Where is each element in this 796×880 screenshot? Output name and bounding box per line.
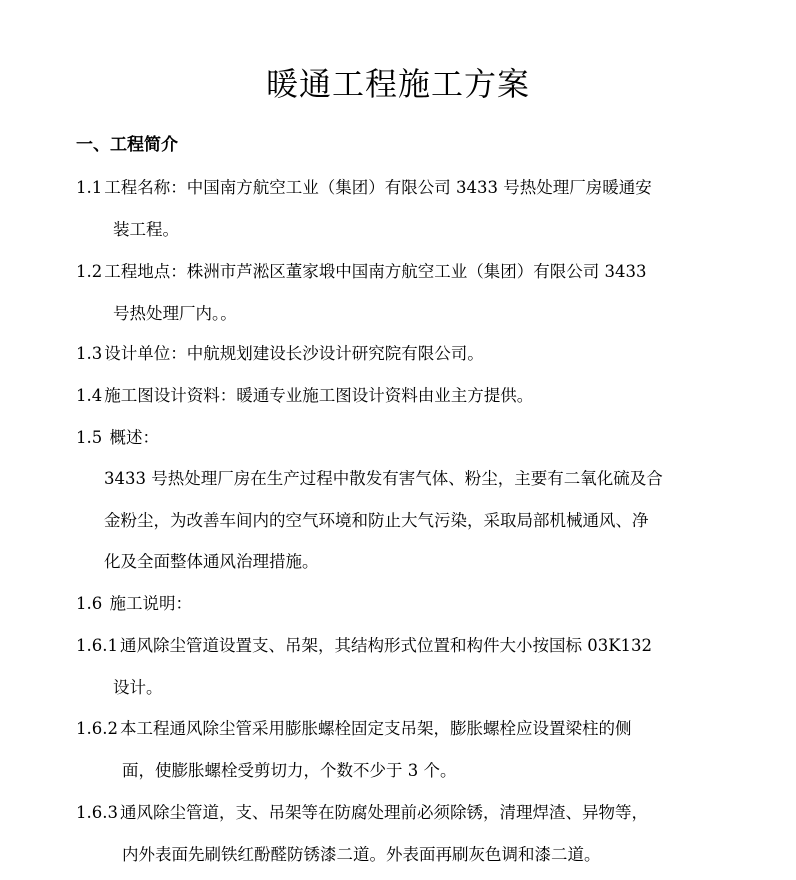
item-text: 通风除尘管道，支、吊架等在防腐处理前必须除锈，清理焊渣、异物等， (119, 803, 648, 822)
item-1-6-2-line1 (76, 717, 631, 741)
item-number: 1.6 (76, 594, 103, 613)
item-number: 1.3 (76, 344, 103, 363)
item-text: 工程名称：中国南方航空工业（集团）有限公司 3433 号热处理厂房暖通安 (104, 178, 652, 197)
item-text: 通风除尘管道设置支、吊架，其结构形式位置和构件大小按国标 03K132 (119, 636, 653, 655)
item-number: 1.4 (76, 386, 103, 405)
item-1-3 (76, 342, 484, 366)
item-text: 工程地点：株洲市芦淞区董家塅中国南方航空工业（集团）有限公司 3433 (104, 262, 647, 281)
document-title: 暖通工程施工方案 (265, 65, 530, 103)
item-1-6-1-line2: 设计。 (113, 678, 163, 697)
item-1-2-line2: 号热处理厂内。。 (113, 304, 237, 323)
item-1-6-3-line1 (76, 801, 648, 825)
item-number: 1.6.1 (76, 636, 118, 655)
item-1-6-2-line2: 面，使膨胀螺栓受剪切力，个数不少于 3 个。 (122, 761, 457, 780)
item-text: 设计单位：中航规划建设长沙设计研究院有限公司。 (104, 344, 484, 363)
overview-line-2: 金粉尘，为改善车间内的空气环境和防止大气污染，采取局部机械通风、净 (104, 511, 649, 530)
item-1-5 (76, 426, 159, 450)
overview-line-3: 化及全面整体通风治理措施。 (104, 552, 319, 571)
item-number: 1.2 (76, 262, 103, 281)
item-text: 施工说明： (104, 594, 192, 613)
item-1-6-1-line1 (76, 634, 652, 658)
item-1-6-3-line2: 内外表面先刷铁红酚醛防锈漆二道。外表面再刷灰色调和漆二道。 (122, 845, 601, 864)
item-number: 1.1 (76, 178, 103, 197)
item-1-1-line1 (76, 176, 652, 200)
item-number: 1.5 (76, 428, 103, 447)
overview-line-1: 3433 号热处理厂房在生产过程中散发有害气体、粉尘，主要有二氧化硫及合 (104, 469, 663, 488)
item-number: 1.6.2 (76, 719, 118, 738)
item-1-4 (76, 384, 533, 408)
item-1-1-line2: 装工程。 (113, 220, 179, 239)
item-1-2-line1 (76, 260, 647, 284)
item-text: 施工图设计资料：暖通专业施工图设计资料由业主方提供。 (104, 386, 534, 405)
item-1-6 (76, 592, 192, 616)
section-heading-overview: 一、工程简介 (76, 135, 178, 155)
item-number: 1.6.3 (76, 803, 118, 822)
item-text: 本工程通风除尘管采用膨胀螺栓固定支吊架，膨胀螺栓应设置梁柱的侧 (119, 719, 632, 738)
item-text: 概述： (104, 428, 159, 447)
